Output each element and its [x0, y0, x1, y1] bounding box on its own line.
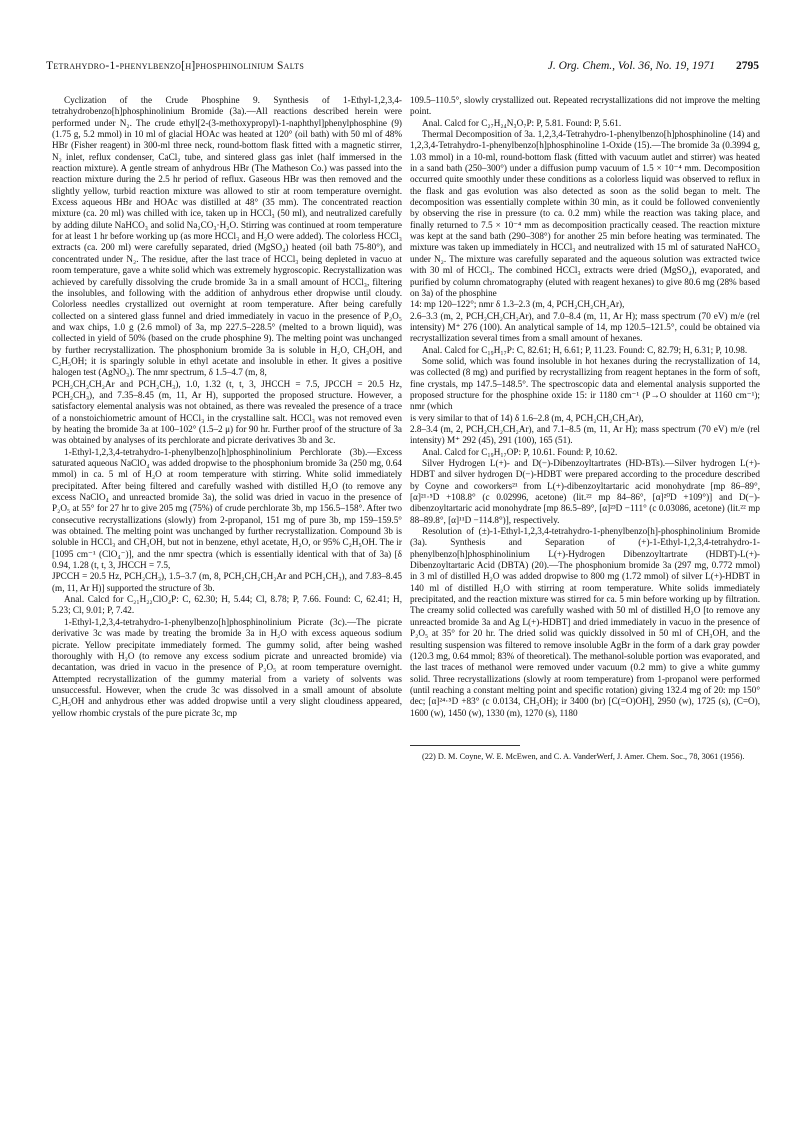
- running-head: Tetrahydro-1-phenylbenzo[h]phosphinolinium Salts: [46, 60, 305, 72]
- nmr-line-14: 14: mp 120–122°; nmr δ 1.3–2.3 (m, 4, PCH₂CH₂CH₂Ar),: [410, 299, 625, 310]
- paragraph-resolution: Resolution of (±)-1-Ethyl-1,2,3,4-tetrahydro-1-phenylbenzo[h]-phosphinolinium Bromide (3a). Synthesis and Separation of (+)-1-Ethyl-1,2,3,4-tetrahydro-1-phenylbenzo[h]phosphinolinium L(+)-Hydrogen Dibenzoyltartrate (HDBT)-L(+)-Dibenzoyltartaric Acid (DBTA) (20).—The phosphonium bromide 3a (297 mg, 0.772 mmol) in 3 ml of distilled H₂O was added dropwise to 800 mg (1.72 mmol) of silver L(+)-HDBT in 140 ml of distilled H₂O with stirring at room temperature. White solids immediately precipitated, and the reaction mixture was stirred for ca. 5 min before working up by filtration. The creamy solid collected was carefully washed with 50 ml of distilled H₂O [to remove any unreacted bromide 3a and Ag L(+)-HDBT] and dried immediately in vacuo in the presence of P₂O₅ at 35° for 20 hr. The dried solid was quickly dissolved in 50 ml of CH₃OH, and the resulting suspension was filtered to remove insoluble AgBr in the form of a dark gray powder (120.3 mg, 0.64 mmol; 83% of theoretical). The methanol-soluble portion was evaporated, and the last traces of methanol were removed under vacuum (0.2 mm) to give a white gummy solid. Three recrystallizations (slowly at room temperature) from 1-propanol were performed (until reaching a constant melting point and specific rotation) giving 132.4 mg of 20: mp 150° dec; [α]²⁴·⁵D +83° (c 0.0134, CH₃OH); ir 3400 (br) [C(=O)OH], 2950 (w), 1725 (s), (C=O), 1600 (w), 1450 (w), 1330 (m), 1270 (s), 1180: [410, 526, 760, 718]
- paragraph-thermal-cont: 2.6–3.3 (m, 2, PCH₂CH₂CH₂Ar), and 7.0–8.4 (m, 11, Ar H); mass spectrum (70 eV) m/e (rel intensity) M⁺ 276 (100). An analytical sample of 14, mp 120.5–121.5°, could be obtained via recrystallization several times from a small amount of hexanes.: [410, 310, 760, 344]
- footnote-22: (22) D. M. Coyne, W. E. McEwen, and C. A. VanderWerf, J. Amer. Chem. Soc., 78, 3061 (1956).: [422, 751, 745, 761]
- paragraph-cyclization: Cyclization of the Crude Phosphine 9. Synthesis of 1-Ethyl-1,2,3,4-tetrahydrobenzo[h]phosphinolinium Bromide (3a).—All reactions described herein were performed under N₂. The crude ethyl[2-(3-methoxypropyl)-1-naphthyl]phenylphosphine (9) (1.75 g, 5.2 mmol) in 10 ml of glacial HOAc was heated at 120° (oil bath) with 50 ml of 48% HBr (Fisher reagent) in 300-ml three neck, round-bottom flask fitted with a magnetic stirrer, N₂ inlet, reflux condenser, CaCl₂ tube, and sintered glass gas inlet (half immersed in the reaction mixture). A gentle stream of anhydrous HBr (The Matheson Co.) was passed into the reaction mixture during the 2.5 hr period of reflux. Gaseous HBr was then removed and the slightly yellow, turbid reaction mixture was allowed to stir at room temperature overnight. Excess aqueous HBr and HOAc was distilled at 48° (35 mm). The concentrated reaction mixture (ca. 20 ml) was chilled with ice, taken up in HCCl₃ (50 ml), and neutralized carefully by adding dilute NaHCO₃ and solid Na₂CO₃·H₂O. Stirring was continued at room temperature for at least 1 hr before working up (as more HCCl₃ and H₂O were added). The colorless HCCl₃ extracts (ca. 200 ml) were carefully separated, dried (MgSO₄) heated (oil bath 75-80°), and concentrated under N₂. The residue, after the last trace of HCCl₃ being depleted in vacuo at room temperature, gave a white solid which was extremely hygroscopic. Recrystallization was achieved by carefully dissolving the crude bromide 3a in a small amount of HCCl₃, filtering the insolubles, and following with the addition of anhydrous ether dropwise until cloudy. Colorless needles crystallized out overnight at room temperature. After being carefully collected on a sintered glass funnel and dried immediately in vacuo in the presence of P₂O₅ and wax chips, 1.0 g (2.6 mmol) of 3a, mp 227.5–228.5° (melted to a brown liquid), was collected in yield of 50% (based on the crude phosphine 9). The melting point was unchanged by further recrystallization. The phosphonium bromide 3a is soluble in H₂O, CH₃OH, and C₂H₅OH; it is sparingly soluble in ethyl acetate and insoluble in ether. It gives a positive halogen test (AgNO₃). The nmr spectrum, δ 1.5–4.7 (m, 8,: [52, 95, 402, 378]
- page-header: [46, 60, 759, 78]
- paragraph-picrate-cont: 109.5–110.5°, slowly crystallized out. Repeated recrystallizations did not improve the melting point.: [410, 95, 760, 117]
- journal-citation: J. Org. Chem., Vol. 36, No. 19, 1971: [547, 60, 715, 72]
- paragraph-oxide-15: Some solid, which was found insoluble in hot hexanes during the recrystallization of 14, was collected (8 mg) and purified by recrystallizing from reagent heptanes in the form of soft, fine crystals, mp 147.5–148.5°. The spectroscopic data and elemental analysis supported the proposed structure for the phosphine oxide 15: ir 1180 cm⁻¹ (P→O shoulder at 1160 cm⁻¹); nmr (which: [410, 355, 760, 412]
- page-number: 2795: [736, 60, 759, 72]
- paragraph-oxide-cont: 2.8–3.4 (m, 2, PCH₂CH₂CH₂Ar), and 7.1–8.5 (m, 11, Ar H); mass spectrum (70 eV) m/e (rel intensity) M⁺ 292 (45), 291 (100), 165 (51).: [410, 423, 760, 446]
- paragraph-perchlorate-cont: JPCCH = 20.5 Hz, PCH₂CH₃), 1.5–3.7 (m, 8, PCH₂CH₂CH₂Ar and PCH₂CH₃), and 7.83–8.45 (m, 11, Ar H)] supported the structure of 3b.: [52, 571, 402, 593]
- paragraph-anal-3b: Anal. Calcd for C₂₁H₂₂ClO₄P: C, 62.30; H, 5.44; Cl, 8.78; P, 7.66. Found: C, 62.41; H, 5.23; Cl, 9.01; P, 7.42.: [52, 594, 402, 616]
- paragraph-picrate: 1-Ethyl-1,2,3,4-tetrahydro-1-phenylbenzo[h]phosphinolinium Picrate (3c).—The picrate derivative 3c was made by treating the bromide 3a in H₂O with excess aqueous sodium picrate. Yellow precipitate immediately formed. The gummy solid, after being washed thoroughly with H₂O (to remove any excess sodium picrate and unreacted bromide) via decantation, was dried in vacuo in the presence of P₂O₅ at room temperature overnight. Attempted recrystallization of the gummy material from a variety of solvents was unsuccessful. However, when the crude 3c was dissolved in a small amount of absolute C₂H₅OH and anhydrous ether was added dropwise until a very slight cloudiness appeared, yellow rhombic crystals of the pure picrate 3c, mp: [52, 616, 402, 718]
- paragraph-perchlorate: 1-Ethyl-1,2,3,4-tetrahydro-1-phenylbenzo[h]phosphinolinium Perchlorate (3b).—Excess saturated aqueous NaClO₄ was added dropwise to the phosphonium bromide 3a (250 mg, 0.64 mmol) in ca. 5 ml of H₂O at room temperature with stirring. White solid immediately precipitated. After being filtered and carefully washed with distilled H₂O (to remove any excess NaClO₄ and unreacted bromide 3a), the solid was dried in vacuo in the presence of P₂O₅ at 55° for 27 hr to give 205 mg (75%) of crude perchlorate 3b, mp 156.5–158°. After two consecutive recrystallizations (slowly) from 2-propanol, 151 mg of pure 3b, mp 159–159.5° was obtained. The melting point was unchanged by further recrystallization. Compound 3b is soluble in HCCl₃ and CH₃OH, but not in benzene, ethyl acetate, H₂O, or 95% C₂H₅OH. The ir [1095 cm⁻¹ (ClO₄⁻)], and the nmr spectra (which is essentially identical with that of 3a) [δ 0.94, 1.28 (t, t, 3, JHCCH = 7.5,: [52, 446, 402, 571]
- paragraph-silver-hdbt: Silver Hydrogen L(+)- and D(−)-Dibenzoyltartrates (HD-BTs).—Silver hydrogen L(+)-HDBT and silver hydrogen D(−)-HDBT were prepared according to the procedure described by Coyne and coworkers²¹ from L(+)-dibenzoyltartaric acid monohydrate [mp 86–89°, [α]²¹·⁵D +108.8° (c 0.02996, acetone) (lit.²² mp 84–86°, [α]²⁰D +109°)] and D(−)-dibenzoyltartaric acid monohydrate [mp 86.5–89°, [α]²³D −111° (c 0.03086, acetone) (lit.²² mp 88–89.8°, [α]¹¹D −114.8°)], respectively.: [410, 458, 760, 525]
- paragraph-thermal-decomposition: Thermal Decomposition of 3a. 1,2,3,4-Tetrahydro-1-phenylbenzo[h]phosphinoline (14) and 1,2,3,4-Tetrahydro-1-phenylbenzo[h]phosphinoline 1-Oxide (15).—The bromide 3a (0.3994 g, 1.03 mmol) in a 10-ml, round-bottom flask (fitted with vacuum autlet and stirrer) was heated in a sand bath (250–300°) under a diffusion pump vacuum of 1.5 × 10⁻⁴ mm. Decomposition occurred quite smoothly under these conditions as a colorless liquid was observed to reflux in the flask and gas evolution was also detected as soon as the solid began to melt. The decomposition was essentially complete within 30 min, as it could be followed conveniently by observing the rise in pressure (to ca. 0.2 mm) while the reaction was taking place, and finally returned to 7.5 × 10⁻⁴ mm as decomposition practically ceased. The reaction mixture was kept at the sand bath (290–308°) for another 25 min before heating was terminated. The mixture was taken up immediately in HCCl₃ and neutralized with 15 ml of saturated NaHCO₃ under N₂. The mixture was carefully separated and the aqueous solution was extracted twice with 30 ml of HCCl₃. The combined HCCl₃ extracts were dried (MgSO₄), evaporated, and purified by column chromatography (eluted with reagent hexanes) to give 80.6 mg (28% based on 3a) of the phosphine: [410, 129, 760, 298]
- paragraph-anal-15: Anal. Calcd for C₁₉H₁₇OP: P, 10.61. Found: P, 10.62.: [422, 446, 618, 457]
- paragraph-anal-14: Anal. Calcd for C₁₉H₁₇P: C, 82.61; H, 6.61; P, 11.23. Found: C, 82.79; H, 6.31; P, 10.98.: [422, 344, 748, 355]
- nmr-line-15: is very similar to that of 14) δ 1.6–2.8 (m, 4, PCH₂CH₂CH₂Ar),: [410, 412, 644, 423]
- paragraph-anal-3c: Anal. Calcd for C₂₇H₂₄N₃O₇P: P, 5.81. Found: P, 5.61.: [422, 117, 622, 128]
- left-column: [52, 95, 402, 719]
- footnote-rule: [410, 745, 520, 746]
- right-column: [410, 95, 760, 762]
- paragraph-cyclization-cont: PCH₂CH₂CH₂Ar and PCH₂CH₃), 1.0, 1.32 (t, t, 3, JHCCH = 7.5, JPCCH = 20.5 Hz, PCH₂CH₃), and 7.35–8.45 (m, 11, Ar H), supported the proposed structure. However, a satisfactory elemental analysis was not obtained, as there was revealed the presence of a trace of a nonstoichiometric amount of HCCl₃ in the crystalline salt. HCCl₃ was not removed even by heating the bromide 3a at 100–102° (1.5–2 μ) for 90 hr. Further proof of the structure of 3a was obtained by analyses of its perchlorate and picrate derivatives 3b and 3c.: [52, 378, 402, 446]
